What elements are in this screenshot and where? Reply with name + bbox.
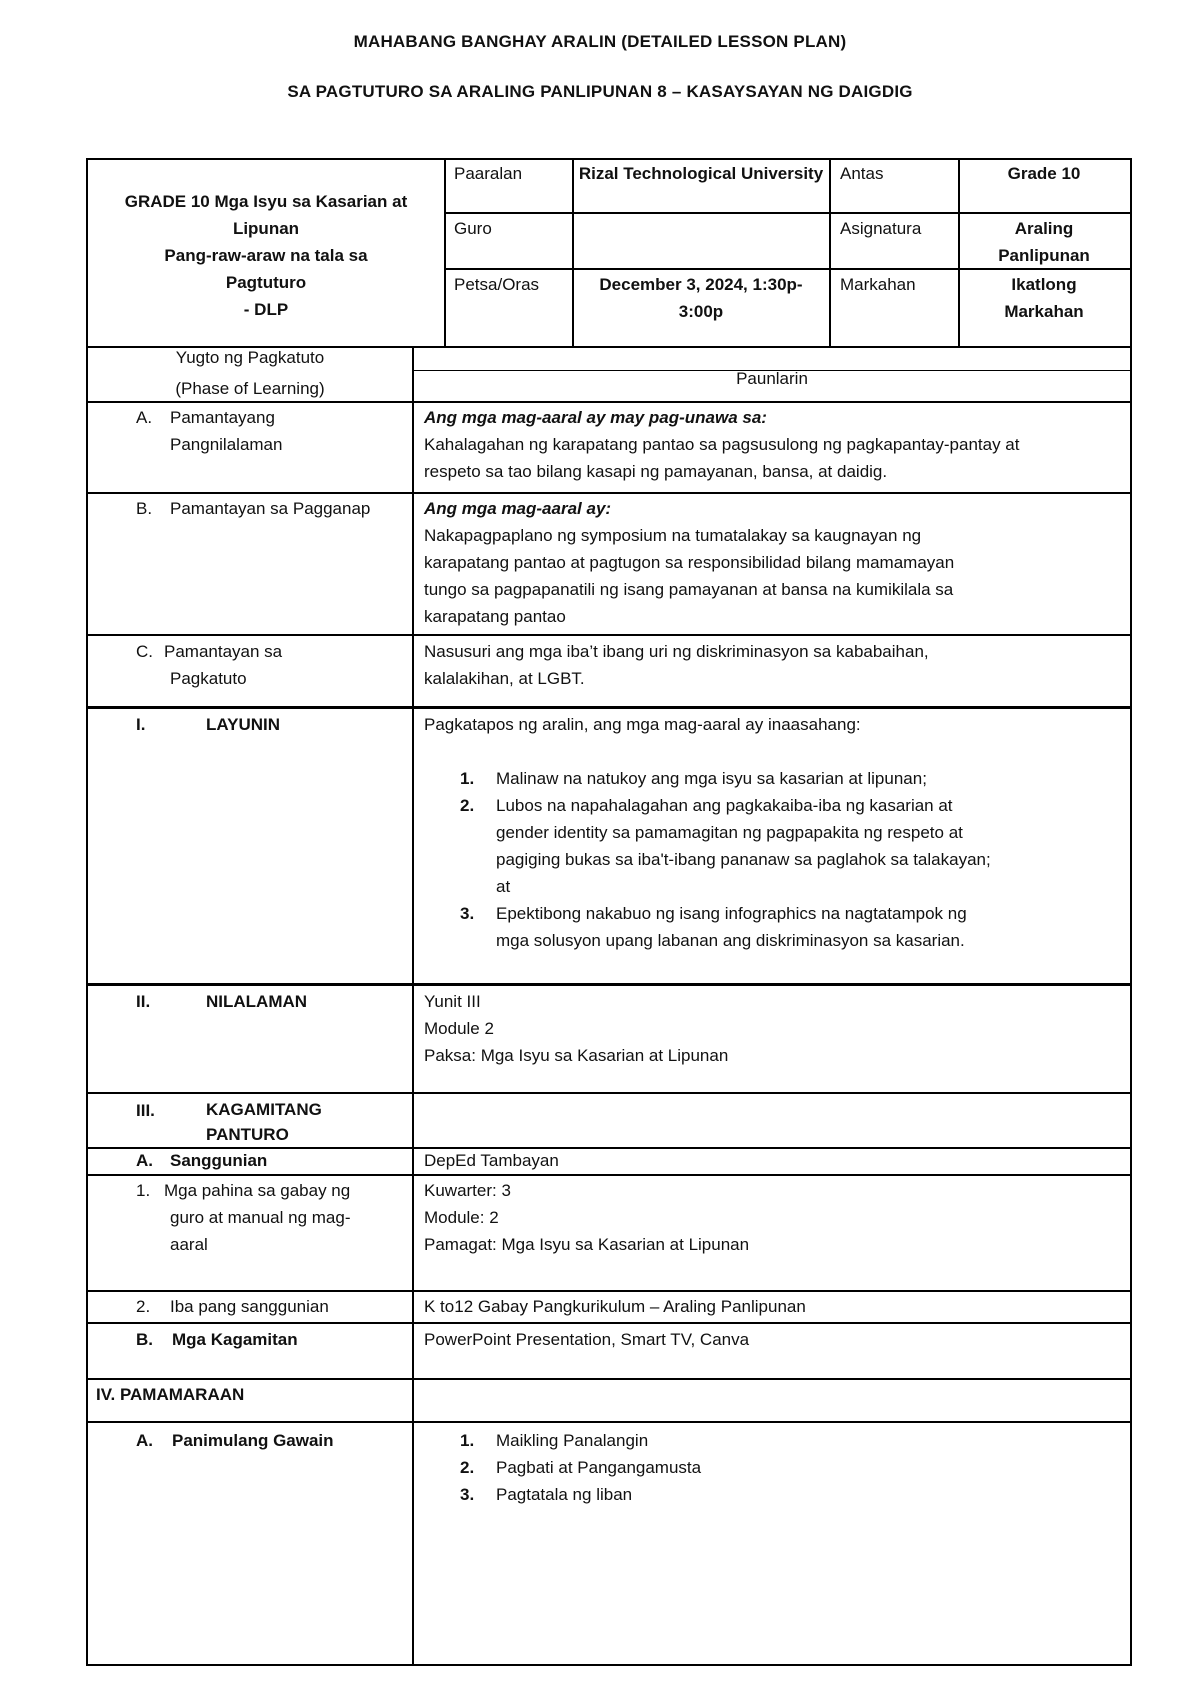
standard-b-lead: Ang mga mag-aaral ay: bbox=[424, 499, 612, 518]
nilalaman-topic: Paksa: Mga Isyu sa Kasarian at Lipunan bbox=[424, 1046, 729, 1065]
guro-label: Guro bbox=[454, 219, 492, 238]
layunin-item-line: pagiging bukas sa iba't-ibang pananaw sa paglahok sa talakayan; bbox=[496, 850, 991, 869]
layunin-item-line: Malinaw na natukoy ang mga isyu sa kasarian at lipunan; bbox=[496, 769, 927, 788]
nilalaman-module: Module 2 bbox=[424, 1019, 494, 1038]
standard-a-text-2: respeto sa tao bilang kasapi ng pamayanan, bansa, at daidig. bbox=[424, 462, 888, 481]
standard-b-text: Nakapagpaplano ng symposium na tumatalakay sa kaugnayan ng bbox=[424, 526, 922, 545]
asignatura-value: Araling Panlipunan bbox=[998, 219, 1090, 265]
layunin-item bbox=[424, 900, 1124, 954]
panimula-item-text: Pagtatala ng liban bbox=[496, 1485, 633, 1504]
gabay-pamagat: Pamagat: Mga Isyu sa Kasarian at Lipunan bbox=[424, 1235, 750, 1254]
standard-b-text-4: karapatang pantao bbox=[424, 607, 566, 626]
phase-label: Yugto ng Pagkatuto bbox=[175, 348, 325, 367]
gabay-label: Mga pahina sa gabay ng bbox=[164, 1181, 351, 1200]
nilalaman-number: II. bbox=[136, 992, 151, 1011]
panimula-item-text: Pagbati at Pangangamusta bbox=[496, 1458, 702, 1477]
paaralan-value: Rizal Technological University bbox=[578, 164, 824, 183]
layunin-intro: Pagkatapos ng aralin, ang mga mag-aaral ay inaasahang: bbox=[424, 715, 861, 734]
iba-pang-label: Iba pang sanggunian bbox=[170, 1297, 329, 1316]
gabay-label-3: aaral bbox=[170, 1235, 208, 1254]
kagamitan-label bbox=[206, 1097, 322, 1147]
markahan-value: Ikatlong Markahan bbox=[1004, 275, 1084, 321]
asignatura-label: Asignatura bbox=[840, 219, 922, 238]
gabay-number: 1. bbox=[136, 1181, 151, 1200]
panimula-letter: A. bbox=[136, 1431, 153, 1450]
document-title: MAHABANG BANGHAY ARALIN (DETAILED LESSON PLAN) bbox=[353, 32, 847, 51]
kagamitan-b-label: Mga Kagamitan bbox=[172, 1330, 298, 1349]
layunin-item-number: 3. bbox=[460, 904, 475, 923]
sanggunian-label: Sanggunian bbox=[170, 1151, 268, 1170]
panimula-item-number: 1. bbox=[460, 1431, 475, 1450]
standard-c-letter: C. bbox=[136, 642, 153, 661]
standard-c-label: Pamantayan sa bbox=[164, 642, 283, 661]
panimula-item-text: Maikling Panalangin bbox=[496, 1431, 649, 1450]
standard-c-text-2: kalalakihan, at LGBT. bbox=[424, 669, 585, 688]
kagamitan-b-letter: B. bbox=[136, 1330, 153, 1349]
iba-pang-number: 2. bbox=[136, 1297, 151, 1316]
layunin-item-number: 1. bbox=[460, 769, 475, 788]
standard-a-label-2: Pangnilalaman bbox=[170, 435, 283, 454]
standard-b-text-2: karapatang pantao at pagtugon sa responsibilidad bilang mamamayan bbox=[424, 553, 955, 572]
gabay-module: Module: 2 bbox=[424, 1208, 499, 1227]
lesson-heading-line: Pang-raw-araw na tala sa bbox=[164, 246, 368, 265]
standard-b-label: Pamantayan sa Pagganap bbox=[170, 499, 371, 518]
kagamitan-b-value: PowerPoint Presentation, Smart TV, Canva bbox=[424, 1330, 750, 1349]
sanggunian-value: DepEd Tambayan bbox=[424, 1151, 559, 1170]
panimula-item bbox=[424, 1481, 1124, 1508]
layunin-label: LAYUNIN bbox=[206, 715, 280, 734]
panimula-item bbox=[424, 1427, 1124, 1454]
antas-label: Antas bbox=[840, 164, 884, 183]
document-subtitle: SA PAGTUTURO SA ARALING PANLIPUNAN 8 – KASAYSAYAN NG DAIGDIG bbox=[287, 82, 913, 101]
lesson-heading-line: - DLP bbox=[243, 300, 289, 319]
lesson-heading-line: GRADE 10 Mga Isyu sa Kasarian at bbox=[124, 192, 408, 211]
lesson-heading bbox=[96, 188, 436, 323]
standard-c-label-2: Pagkatuto bbox=[170, 669, 247, 688]
layunin-item-line: at bbox=[496, 877, 511, 896]
panimula-item-number: 2. bbox=[460, 1458, 475, 1477]
panimula-label: Panimulang Gawain bbox=[172, 1431, 334, 1450]
standard-b-text-3: tungo sa pagpapanatili ng isang pamayanan at bansa na kumikilala sa bbox=[424, 580, 954, 599]
gabay-label-2: guro at manual ng mag- bbox=[170, 1208, 351, 1227]
layunin-item-number: 2. bbox=[460, 796, 475, 815]
standard-a-lead: Ang mga mag-aaral ay may pag-unawa sa: bbox=[424, 408, 767, 427]
nilalaman-unit: Yunit III bbox=[424, 992, 481, 1011]
kagamitan-number: III. bbox=[136, 1101, 155, 1120]
iba-pang-value: K to12 Gabay Pangkurikulum – Araling Panlipunan bbox=[424, 1297, 806, 1316]
layunin-item-line: Epektibong nakabuo ng isang infographics na nagtatampok ng bbox=[496, 904, 967, 923]
petsa-label: Petsa/Oras bbox=[454, 275, 540, 294]
standard-a-text: Kahalagahan ng karapatang pantao sa pagsusulong ng pagkapantay-pantay at bbox=[424, 435, 1020, 454]
layunin-item-line: Lubos na napahalagahan ang pagkakaiba-iba ng kasarian at bbox=[496, 796, 953, 815]
petsa-value: December 3, 2024, 1:30p-3:00p bbox=[599, 275, 803, 321]
panimula-item bbox=[424, 1454, 1124, 1481]
standard-b-letter: B. bbox=[136, 499, 153, 518]
layunin-item-line: gender identity sa pamamagitan ng pagpapakita ng respeto at bbox=[496, 823, 963, 842]
layunin-item-line: mga solusyon upang labanan ang diskriminasyon sa kasarian. bbox=[496, 931, 965, 950]
layunin-item bbox=[424, 792, 1124, 900]
phase-value: Paunlarin bbox=[736, 369, 808, 388]
layunin-number: I. bbox=[136, 715, 146, 734]
lesson-heading-line: Pagtuturo bbox=[225, 273, 307, 292]
phase-label-en: (Phase of Learning) bbox=[175, 379, 325, 398]
panimula-item-number: 3. bbox=[460, 1485, 475, 1504]
pamamaraan-label: IV. PAMAMARAAN bbox=[96, 1385, 245, 1404]
kagamitan-label-line: KAGAMITANG bbox=[206, 1100, 322, 1119]
markahan-label: Markahan bbox=[840, 275, 916, 294]
standard-c-text: Nasusuri ang mga iba’t ibang uri ng diskriminasyon sa kababaihan, bbox=[424, 642, 929, 661]
layunin-list bbox=[424, 765, 1124, 954]
gabay-kuwarter: Kuwarter: 3 bbox=[424, 1181, 511, 1200]
lesson-heading-line: Lipunan bbox=[232, 219, 300, 238]
antas-value: Grade 10 bbox=[1007, 164, 1081, 183]
standard-a-label: Pamantayang bbox=[170, 408, 275, 427]
sanggunian-letter: A. bbox=[136, 1151, 153, 1170]
standard-a-letter: A. bbox=[136, 408, 153, 427]
panimula-list bbox=[424, 1427, 1124, 1508]
paaralan-label: Paaralan bbox=[454, 164, 523, 183]
kagamitan-label-line: PANTURO bbox=[206, 1125, 289, 1144]
layunin-item bbox=[424, 765, 1124, 792]
nilalaman-label: NILALAMAN bbox=[206, 992, 308, 1011]
